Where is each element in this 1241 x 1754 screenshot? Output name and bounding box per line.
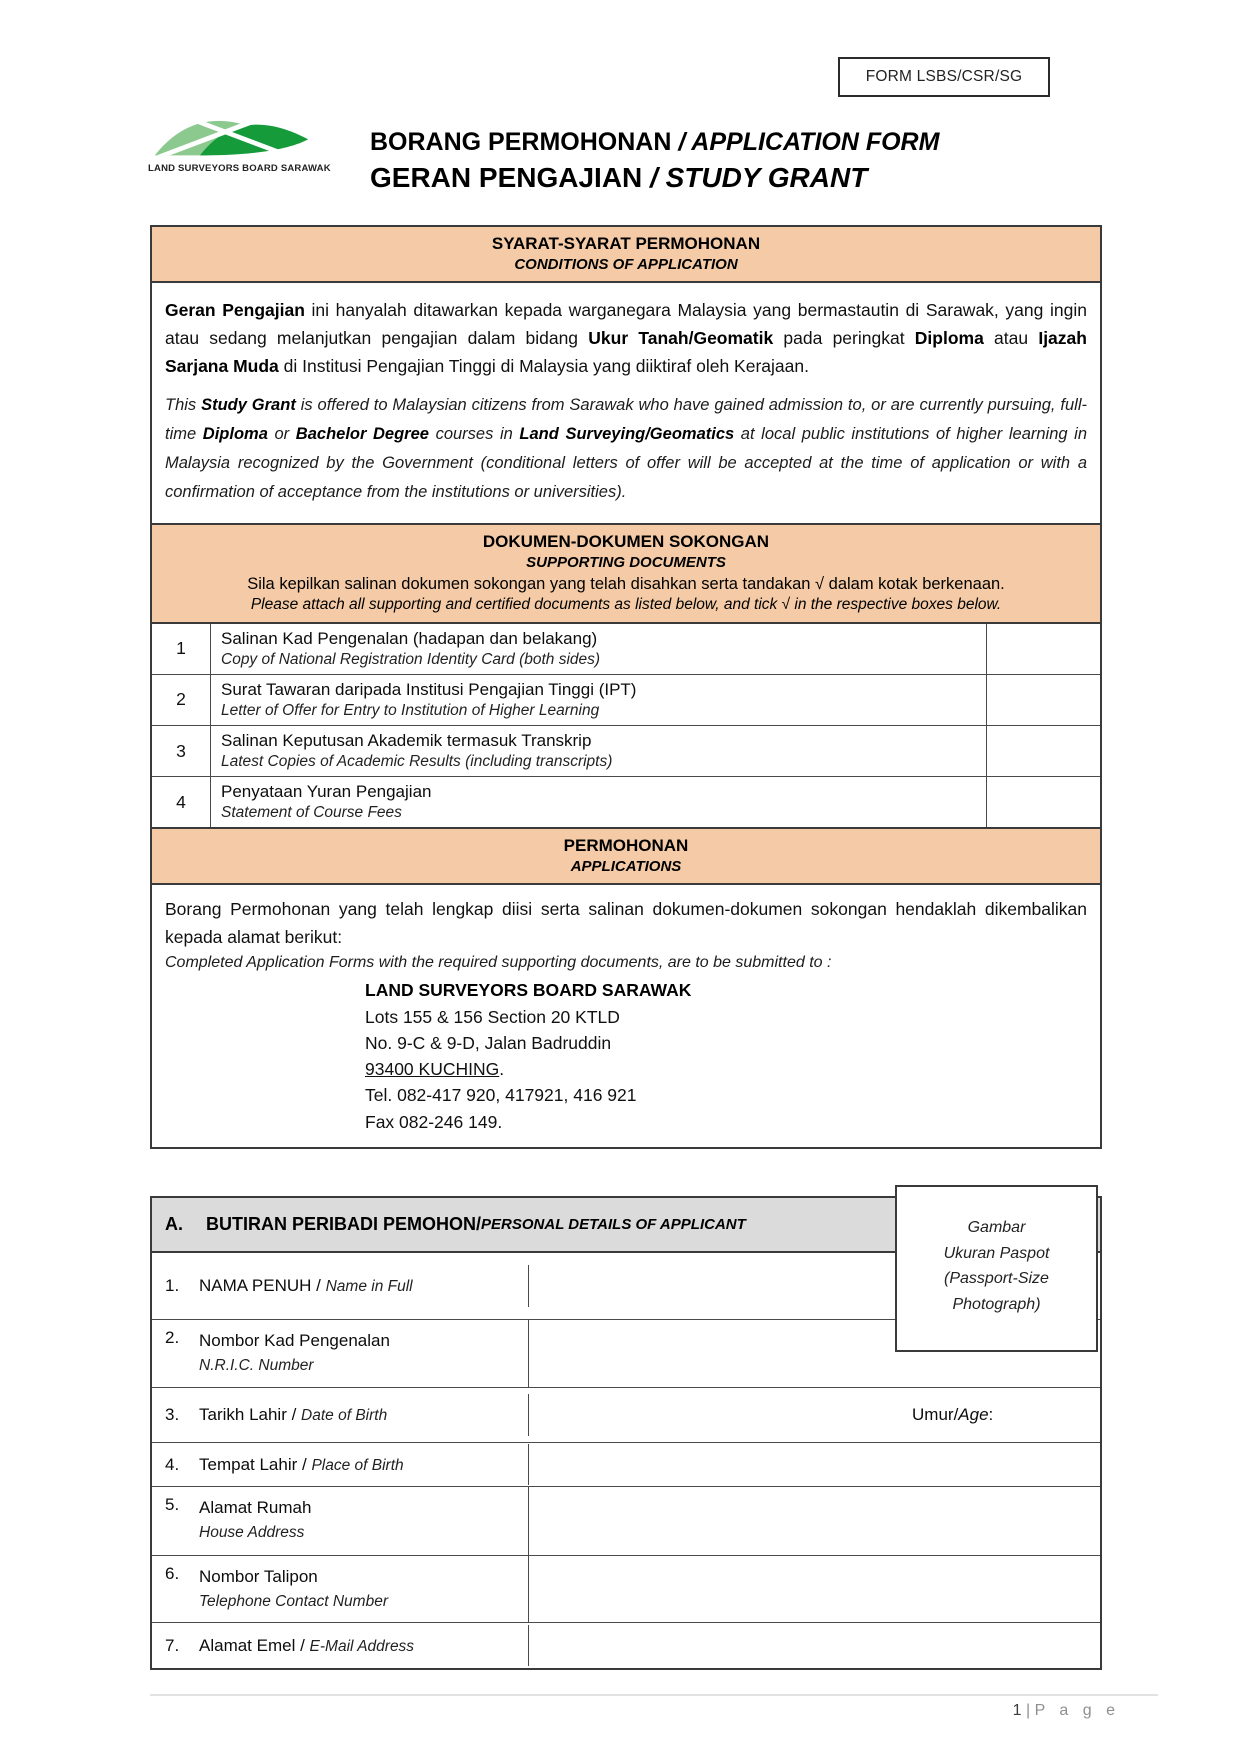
age-colon: :: [988, 1405, 994, 1424]
address-fax: Fax 082-246 149.: [365, 1111, 503, 1132]
row-email-address: [152, 1623, 1100, 1668]
row-date-of-birth: [152, 1388, 1100, 1443]
address-line-1: Lots 155 & 156 Section 20 KTLD: [365, 1006, 620, 1027]
document-row-1: [152, 624, 1100, 675]
label-house-address: [152, 1487, 529, 1555]
age-cell[interactable]: [902, 1405, 1100, 1425]
row-house-address: [152, 1487, 1100, 1556]
label-place-of-birth: [152, 1444, 529, 1486]
document-desc-my: Salinan Kad Pengenalan (hadapan dan belakang): [221, 628, 598, 648]
age-label-en: Age: [958, 1405, 989, 1424]
applications-text-en: Completed Application Forms with the required supporting documents, are to be submitted to :: [165, 954, 832, 972]
conditions-paragraph-my: Geran Pengajian ini hanyalah ditawarkan kepada warganegara Malaysia yang bermastautin di Sarawak, yang ingin atau sedang melanjutkan pengajian dalam bidang Ukur Tanah/Geomatik pada peringkat Diploma atau Ijazah Sarjana Muda di Institusi Pengajian Tinggi di Malaysia yang diiktiraf oleh Kerajaan.: [165, 300, 1087, 376]
document-row-4: [152, 777, 1100, 829]
document-desc-en: Statement of Course Fees: [221, 804, 402, 822]
document-desc-en: Letter of Offer for Entry to Institution of Higher Learning: [221, 701, 600, 719]
organization-logo: [148, 113, 331, 174]
title-line1-en: / APPLICATION FORM: [678, 128, 940, 156]
documents-note-en: Please attach all supporting and certified documents as listed below, and tick √ in the respective boxes below.: [250, 595, 1002, 613]
label-nric-number: [152, 1320, 529, 1387]
title-line2-en: / STUDY GRANT: [650, 162, 868, 193]
label-two-line: Alamat Rumah House Address: [199, 1498, 312, 1541]
document-row-description: [211, 675, 987, 725]
row-number: 5.: [165, 1495, 180, 1514]
applications-header-my: PERMOHONAN: [563, 836, 689, 856]
label-name-in-full: [152, 1265, 529, 1307]
page-number-separator: |: [1025, 1702, 1031, 1719]
footer-divider: [150, 1694, 1158, 1696]
page-footer: [150, 1694, 1158, 1720]
label-date-of-birth: [152, 1394, 529, 1436]
label-two-line: Nombor Kad Pengenalan N.R.I.C. Number: [199, 1331, 390, 1374]
label-two-line: Nombor Talipon Telephone Contact Number: [199, 1567, 388, 1610]
label-my: Tarikh Lahir / Date of Birth: [199, 1405, 388, 1425]
label-my: Tempat Lahir / Place of Birth: [199, 1454, 404, 1474]
input-telephone-number[interactable]: [529, 1556, 1100, 1622]
applications-body: [152, 885, 1100, 1147]
section-a-title-my: BUTIRAN PERIBADI PEMOHON: [206, 1214, 477, 1234]
page-number-label: P a g e: [1034, 1702, 1120, 1719]
document-row-description: [211, 777, 987, 827]
main-info-box: [150, 225, 1102, 1149]
row-number: 4.: [165, 1454, 180, 1474]
document-row-description: [211, 726, 987, 776]
document-row-2: [152, 675, 1100, 726]
conditions-paragraph-en: This Study Grant is offered to Malaysian citizens from Sarawak who have gained admission to, or are currently pursuing, full-time Diploma or Bachelor Degree courses in Land Surveying/Geomatics at local public institutions of higher learning in Malaysia recognized by the Government (conditional letters of offer will be accepted at the time of application or with a confirmation of acceptance from the institutions or universities).: [165, 396, 1088, 501]
title-line2-my: GERAN PENGAJIAN: [370, 162, 651, 193]
label-email-address: [152, 1625, 529, 1667]
age-label-my: Umur: [912, 1405, 954, 1424]
row-number: 3.: [165, 1405, 180, 1424]
row-number: 6.: [165, 1564, 180, 1583]
applications-header: [152, 829, 1100, 885]
title-line-2: [370, 162, 939, 194]
document-row-number: 1: [152, 624, 211, 674]
age-separator: /: [953, 1405, 959, 1424]
document-desc-my: Penyataan Yuran Pengajian: [221, 782, 432, 802]
row-telephone-number: [152, 1556, 1100, 1623]
title-line-1: [370, 128, 939, 157]
document-desc-en: Copy of National Registration Identity Card (both sides): [221, 650, 601, 668]
title-line1-my: BORANG PERMOHONAN: [370, 128, 679, 156]
address-city-suffix: .: [499, 1059, 505, 1080]
document-row-number: 3: [152, 726, 211, 776]
form-code-box: [838, 57, 1050, 97]
address-line-2: No. 9-C & 9-D, Jalan Badruddin: [365, 1032, 612, 1053]
label-my: Alamat Emel / E-Mail Address: [199, 1635, 415, 1655]
document-desc-en: Latest Copies of Academic Results (including transcripts): [221, 753, 613, 771]
submission-address: [365, 977, 1087, 1135]
document-row-number: 2: [152, 675, 211, 725]
label-telephone-number: [152, 1556, 529, 1622]
passport-photo-box[interactable]: Gambar Ukuran Paspot (Passport-Size Photograph): [895, 1185, 1098, 1352]
tick-checkbox-2[interactable]: [987, 675, 1100, 725]
tick-checkbox-3[interactable]: [987, 726, 1100, 776]
section-a-title-en: PERSONAL DETAILS OF APPLICANT: [481, 1216, 746, 1233]
section-a-personal-details: [150, 1196, 1102, 1670]
conditions-body: [152, 283, 1100, 525]
address-telephone: Tel. 082-417 920, 417921, 416 921: [365, 1085, 637, 1106]
applications-text-my: Borang Permohonan yang telah lengkap diisi serta salinan dokumen-dokumen sokongan hendaklah dikembalikan kepada alamat berikut:: [165, 899, 1087, 948]
row-number: 7.: [165, 1635, 180, 1655]
row-number: 1.: [165, 1276, 180, 1295]
applications-header-en: APPLICATIONS: [570, 858, 682, 876]
section-a-letter: A.: [165, 1214, 183, 1234]
address-line-3: [365, 1056, 1087, 1082]
address-city-underlined: 93400 KUCHING: [365, 1059, 500, 1080]
documents-note-my: Sila kepilkan salinan dokumen sokongan yang telah disahkan serta tandakan √ dalam kotak berkenaan.: [247, 574, 1005, 593]
tick-checkbox-4[interactable]: [987, 777, 1100, 827]
address-org-name: LAND SURVEYORS BOARD SARAWAK: [365, 980, 692, 1001]
documents-table: [152, 624, 1100, 830]
documents-header-en: SUPPORTING DOCUMENTS: [526, 553, 726, 571]
row-number: 2.: [165, 1328, 180, 1347]
row-place-of-birth: [152, 1443, 1100, 1487]
form-code-text: FORM LSBS/CSR/SG: [865, 68, 1023, 85]
document-desc-my: Salinan Keputusan Akademik termasuk Transkrip: [221, 730, 592, 750]
label-my: NAMA PENUH / Name in Full: [199, 1276, 413, 1296]
conditions-header: [152, 227, 1100, 283]
document-row-3: [152, 726, 1100, 777]
page-number-value: 1: [1012, 1702, 1022, 1719]
logo-hills-icon: [148, 113, 313, 162]
conditions-header-en: CONDITIONS OF APPLICATION: [514, 256, 738, 273]
logo-caption: LAND SURVEYORS BOARD SARAWAK: [148, 163, 331, 174]
document-row-number: 4: [152, 777, 211, 827]
document-title: [370, 128, 939, 194]
section-a-separator: /: [476, 1214, 482, 1234]
document-desc-my: Surat Tawaran daripada Institusi Pengajian Tinggi (IPT): [221, 679, 637, 699]
conditions-header-my: SYARAT-SYARAT PERMOHONAN: [491, 234, 761, 253]
input-house-address[interactable]: [529, 1487, 1100, 1555]
documents-header: [152, 525, 1100, 624]
document-row-description: [211, 624, 987, 674]
page-number: [150, 1702, 1158, 1720]
tick-checkbox-1[interactable]: [987, 624, 1100, 674]
documents-header-my: DOKUMEN-DOKUMEN SOKONGAN: [482, 531, 770, 551]
